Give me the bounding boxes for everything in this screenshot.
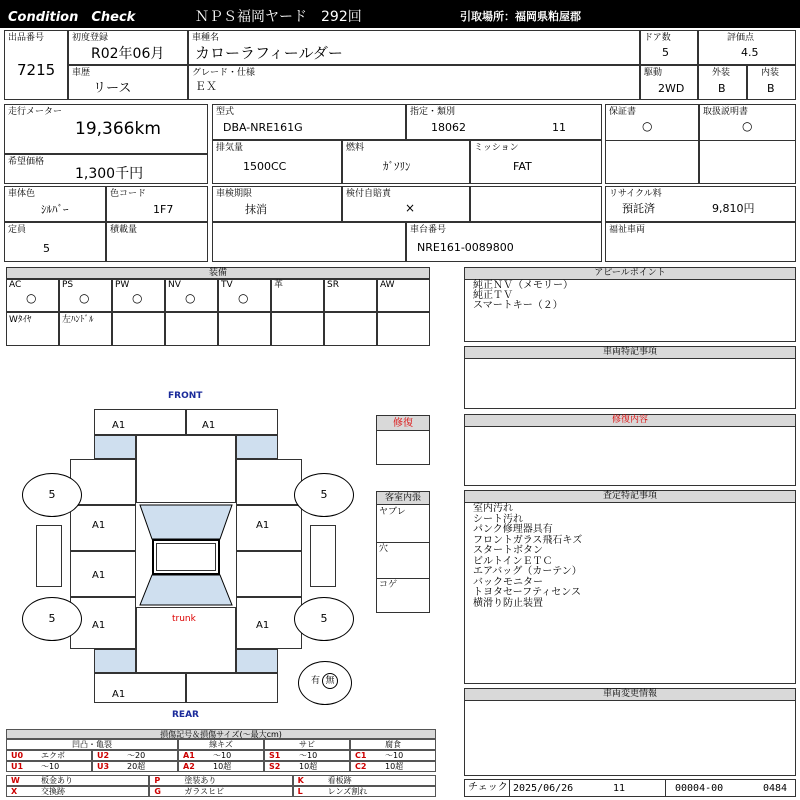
equipment-title: 装備 <box>7 268 429 280</box>
reg-label: 初度登録 <box>72 33 109 43</box>
manual-label: 取扱説明書 <box>703 107 749 117</box>
legend-cell <box>264 750 350 761</box>
left-a1-1: A1 <box>92 520 106 531</box>
equip-mark: ○ <box>238 291 249 305</box>
tire-rear-left: 5 <box>22 597 82 641</box>
car-name: カローラフィールダー <box>195 44 343 62</box>
legend-header: サビ <box>264 739 350 750</box>
lot-number: 7215 <box>17 61 56 79</box>
legend-code: W <box>11 776 20 785</box>
equipment-grid <box>6 278 430 346</box>
auction-name: ＮＰＳ福岡ヤード 292回 <box>195 9 362 25</box>
equip-cell <box>165 278 218 312</box>
equip-cell <box>59 312 112 346</box>
interior-tear: ヤブレ <box>379 507 406 517</box>
int-box <box>747 65 796 100</box>
note-line: エアバッグ（カーテン） <box>473 566 582 577</box>
insurance-box <box>342 186 470 222</box>
legend-code: S2 <box>269 762 281 771</box>
model-box <box>212 104 406 140</box>
footer-sep-2 <box>665 780 666 796</box>
recycle-status: 預託済 <box>622 202 655 215</box>
color-label: 車体色 <box>8 189 36 199</box>
repair-title: 修復 <box>377 416 429 431</box>
left-a1-2: A1 <box>92 570 106 581</box>
equip-label: AC <box>9 280 22 290</box>
ext-box <box>698 65 747 100</box>
front-bumper-right <box>186 409 278 435</box>
legend-title: 損傷記号＆損傷サイズ(〜最大cm) <box>6 729 436 739</box>
equip-cell <box>112 312 165 346</box>
legend-header: 腐食 <box>350 739 436 750</box>
legend-code: G <box>154 787 161 796</box>
inspect-label: 車検期限 <box>216 189 253 199</box>
equip-cell <box>218 312 271 346</box>
grade-label: グレード・仕様 <box>192 68 256 78</box>
mileage-value: 19,366km <box>75 119 161 139</box>
name-box <box>188 30 640 65</box>
equip-mark: ○ <box>185 291 196 305</box>
legend-desc: 〜20 <box>127 751 146 760</box>
legend-code: U3 <box>97 762 110 771</box>
equip-label: PS <box>62 280 74 290</box>
legend-cell <box>264 761 350 772</box>
mission-box <box>470 140 602 184</box>
trunk-label: trunk <box>172 614 196 624</box>
history-value: リース <box>93 81 132 96</box>
equip-cell <box>324 278 377 312</box>
mileage-label: 走行メーター <box>8 107 63 117</box>
footer-sep-1 <box>509 780 510 796</box>
code-label: 色コード <box>110 189 147 199</box>
disp-value: 1500CC <box>243 160 287 173</box>
rear-bumper-left <box>94 673 186 703</box>
change-title: 車両変更情報 <box>465 689 795 701</box>
chassis-box <box>406 222 602 262</box>
note-line: 純正ＮＶ（メモリー） <box>473 280 573 291</box>
repair-box <box>376 415 430 465</box>
legend-code: P <box>154 776 161 785</box>
legend-desc: 交換跡 <box>41 787 65 796</box>
legend-code: L <box>297 787 303 796</box>
mission-value: FAT <box>513 160 532 173</box>
ext-value: B <box>718 82 726 95</box>
appeal-title: アピールポイント <box>465 268 795 280</box>
roof-inner <box>156 543 216 571</box>
equip-cell <box>6 312 59 346</box>
drive-box <box>640 65 698 100</box>
front-right-lamp <box>236 435 278 459</box>
check-code: 00004-00 <box>675 783 724 794</box>
equip-mark: ○ <box>26 291 37 305</box>
manual-value: ○ <box>742 119 753 133</box>
fuel-value: ｶﾞｿﾘﾝ <box>383 160 411 173</box>
inspect-value: 抹消 <box>245 203 267 216</box>
warranty-divider <box>605 140 796 141</box>
equip-cell <box>377 312 430 346</box>
front-bumper-left <box>94 409 186 435</box>
legend-code: U2 <box>97 751 110 760</box>
front-left-lamp <box>94 435 136 459</box>
car-diagram <box>0 385 460 725</box>
hood <box>136 435 236 503</box>
cap-box <box>4 222 106 262</box>
rear-label: REAR <box>172 710 199 720</box>
class-a: 18062 <box>431 121 466 134</box>
model-label: 型式 <box>216 107 235 117</box>
equip-label: PW <box>115 280 130 290</box>
interior-hole: 穴 <box>379 544 389 554</box>
equip-cell <box>165 312 218 346</box>
note-line: フロントガラス飛石キズ <box>473 534 583 546</box>
rear-a1: A1 <box>112 689 126 700</box>
pickup-location: 引取場所：福岡県粕屋郡 <box>460 10 581 23</box>
equip-cell <box>112 278 165 312</box>
windshield <box>140 505 232 539</box>
note-line: 横滑り防止装置 <box>473 597 543 609</box>
history-label: 車歴 <box>72 68 91 78</box>
right-a1-1: A1 <box>256 520 270 531</box>
color-value: ｼﾙﾊﾞｰ <box>41 203 69 216</box>
legend-cell <box>293 775 436 786</box>
inspect-box <box>212 186 342 222</box>
name-label: 車種名 <box>192 33 220 43</box>
manual-box <box>699 104 796 184</box>
legend-code: K <box>297 776 304 785</box>
legend-desc: エクボ <box>41 751 65 760</box>
note-line: 室内汚れ <box>473 503 513 514</box>
legend-cell <box>293 786 436 797</box>
mileage-box <box>4 104 208 154</box>
drive-value: 2WD <box>658 82 685 95</box>
rear-bumper-right <box>186 673 278 703</box>
legend-desc: 塗装あり <box>184 776 217 785</box>
tire-front-left: 5 <box>22 473 82 517</box>
rear-left-lamp <box>94 649 136 673</box>
price-value: 1,300千円 <box>75 166 144 182</box>
disp-box <box>212 140 342 184</box>
legend-cell <box>149 786 292 797</box>
right-a1-2: A1 <box>256 620 270 631</box>
score-label: 評価点 <box>727 33 755 43</box>
equip-cell <box>6 278 59 312</box>
code-box <box>106 186 208 222</box>
equip-mark: ○ <box>132 291 143 305</box>
spare-mark: 無 <box>322 673 338 689</box>
model-value: DBA-NRE161G <box>223 121 303 134</box>
disp-label: 排気量 <box>216 143 244 153</box>
legend-code: C1 <box>355 751 367 760</box>
check-label: チェック <box>468 782 508 793</box>
recycle-label: リサイクル料 <box>609 189 662 199</box>
cap-label: 定員 <box>8 225 27 235</box>
legend-code: U1 <box>11 762 24 771</box>
class-b: 11 <box>552 121 566 134</box>
equip-label: 革 <box>274 280 284 290</box>
legend-cell <box>92 761 178 772</box>
history-box <box>68 65 188 100</box>
tire-rear-right: 5 <box>294 597 354 641</box>
assess-list <box>473 504 582 609</box>
footer-bar <box>464 779 796 797</box>
equip-cell <box>377 278 430 312</box>
price-box <box>4 154 208 184</box>
legend-desc: 〜10 <box>213 751 232 760</box>
legend-header: 線キズ <box>178 739 264 750</box>
load-label: 積載量 <box>110 225 138 235</box>
equip-cell <box>324 312 377 346</box>
interior-divider-2 <box>377 578 429 579</box>
rear-right-lamp <box>236 649 278 673</box>
legend-code: S1 <box>269 751 281 760</box>
front-label: FRONT <box>168 391 203 401</box>
assess-title: 査定特記事項 <box>465 491 795 503</box>
code-value: 1F7 <box>153 203 174 216</box>
score-value: 4.5 <box>741 46 759 59</box>
recycle-amount: 9,810円 <box>712 202 755 215</box>
check-date: 2025/06/26 <box>513 783 574 794</box>
right-fender <box>236 459 302 505</box>
legend-desc: ガラスヒビ <box>184 787 225 796</box>
right-mirror <box>310 525 336 587</box>
legend-desc: レンズ割れ <box>327 787 368 796</box>
chassis-label: 車台番号 <box>410 225 447 235</box>
note-line: スマートキー（２） <box>473 300 563 311</box>
left-mirror <box>36 525 62 587</box>
interior-box <box>376 491 430 613</box>
legend-cell <box>6 775 149 786</box>
legend-desc: 看板跡 <box>327 776 352 785</box>
legend-cell <box>6 750 92 761</box>
note-line: シート汚れ <box>473 513 523 525</box>
lot-label: 出品番号 <box>8 33 45 43</box>
right-rear-door <box>236 551 302 597</box>
equip-label: SR <box>327 280 339 290</box>
reg-box <box>68 30 188 65</box>
legend-code: A2 <box>183 762 195 771</box>
chassis-value: NRE161-0089800 <box>417 241 514 254</box>
check-seq: 0484 <box>763 783 788 794</box>
special-title: 車両特記事項 <box>465 347 795 359</box>
front-a1-right: A1 <box>202 420 216 431</box>
cap-value: 5 <box>43 242 50 255</box>
recycle-box <box>605 186 796 222</box>
repair-content-title: 修復内容 <box>465 415 795 427</box>
lot-box <box>4 30 68 100</box>
front-a1-left: A1 <box>112 420 126 431</box>
legend-code: A1 <box>183 751 195 760</box>
assess-panel <box>464 490 796 684</box>
ext-label: 外装 <box>712 68 731 78</box>
warranty-label: 保証書 <box>609 107 637 117</box>
interior-divider-1 <box>377 542 429 543</box>
left-a1-3: A1 <box>92 620 106 631</box>
legend-cell <box>178 750 264 761</box>
note-line: バックモニター <box>473 576 543 588</box>
warranty-value: ○ <box>642 119 653 133</box>
legend-desc: 20超 <box>127 762 146 771</box>
legend-desc: 10超 <box>299 762 318 771</box>
equip-cell <box>218 278 271 312</box>
legend-cell <box>178 761 264 772</box>
note-line: 純正ＴＶ <box>473 290 513 301</box>
note-line: スタートボタン <box>473 545 543 556</box>
note-line: ビルトインＥＴＣ <box>473 555 553 567</box>
warranty-box <box>605 104 699 184</box>
change-panel <box>464 688 796 776</box>
header-title: Condition Check <box>8 10 136 25</box>
mission-label: ミッション <box>474 143 519 153</box>
header-bar <box>0 0 800 28</box>
note-line: トヨタセーフティセンス <box>473 587 581 598</box>
drive-label: 駆動 <box>644 68 663 78</box>
legend-desc: 〜10 <box>41 762 60 771</box>
equip-label: Wﾀｲﾔ <box>9 315 32 325</box>
class-box <box>406 104 602 140</box>
equip-mark: ○ <box>79 291 90 305</box>
blank-box-1 <box>470 186 602 222</box>
repair-content-panel <box>464 414 796 486</box>
note-line: パンク修理器具有 <box>473 524 553 535</box>
equip-label: 左ﾊﾝﾄﾞﾙ <box>62 315 94 325</box>
legend-desc: 〜10 <box>299 751 318 760</box>
load-box <box>106 222 208 262</box>
insurance-label: 検付自賠責 <box>346 189 392 199</box>
int-label: 内装 <box>761 68 780 78</box>
legend-cell <box>6 761 92 772</box>
special-panel <box>464 346 796 409</box>
insurance-value: × <box>405 201 416 215</box>
legend-desc: 10超 <box>385 762 404 771</box>
legend-code: C2 <box>355 762 367 771</box>
equip-cell <box>59 278 112 312</box>
legend-desc: 〜10 <box>385 751 404 760</box>
grade-box <box>188 65 640 100</box>
welfare-label: 福祉車両 <box>609 225 646 235</box>
legend-cell <box>350 761 436 772</box>
legend-cell <box>350 750 436 761</box>
reg-date: R02年06月 <box>91 46 165 62</box>
fuel-label: 燃料 <box>346 143 365 153</box>
equip-cell <box>271 278 324 312</box>
appeal-panel <box>464 267 796 342</box>
score-box <box>698 30 796 65</box>
tire-front-right: 5 <box>294 473 354 517</box>
equip-cell <box>271 312 324 346</box>
int-value: B <box>767 82 775 95</box>
equip-label: AW <box>380 280 395 290</box>
legend-cell <box>149 775 292 786</box>
legend-grid <box>6 739 436 797</box>
legend-desc: 10超 <box>213 762 232 771</box>
price-label: 希望価格 <box>8 157 45 167</box>
equip-label: NV <box>168 280 181 290</box>
doors-label: ドア数 <box>644 33 671 43</box>
legend-cell <box>6 786 149 797</box>
color-box <box>4 186 106 222</box>
legend-code: X <box>11 787 18 796</box>
rear-glass <box>140 575 232 605</box>
legend-code: U0 <box>11 751 24 760</box>
equip-label: TV <box>221 280 233 290</box>
class-label: 指定・類別 <box>410 107 456 117</box>
fuel-box <box>342 140 470 184</box>
appeal-list <box>473 281 573 311</box>
doors-box <box>640 30 698 65</box>
blank-box-2 <box>212 222 406 262</box>
check-num: 11 <box>613 783 626 794</box>
doors-value: 5 <box>662 46 669 59</box>
interior-title: 客室内張 <box>377 492 429 505</box>
welfare-box <box>605 222 796 262</box>
legend-desc: 板金あり <box>41 776 73 785</box>
legend-header: 凹凸・亀裂 <box>6 739 178 750</box>
spare-label: 有 <box>311 676 321 686</box>
grade-value: ＥＸ <box>195 80 217 93</box>
interior-burn: コゲ <box>379 580 398 590</box>
legend-cell <box>92 750 178 761</box>
